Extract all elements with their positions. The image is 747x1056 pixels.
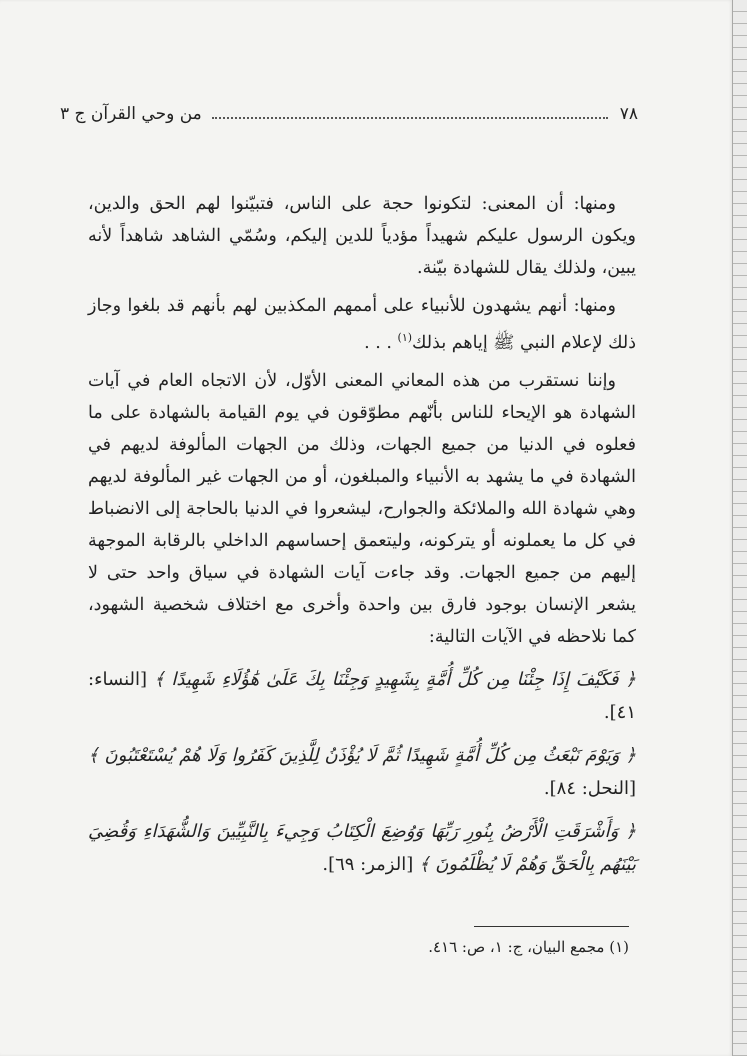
paragraph-3: وإننا نستقرب من هذه المعاني المعنى الأوّل، لأن الاتجاه العام في آيات الشهادة هو الإيحاء للناس بأنّهم مطوّقون في يوم القيامة بالشهادة على ما فعلوه في الدنيا من جميع الجهات، وذلك من الجهات المألوفة لديهم في الشهادة في ما يشهد به الأنبياء والمبلغون، أو من الجهات غير المألوفة لديهم وهي شهادة الله والملائكة والجوارح، ليشعروا في الدنيا بالحاجة إلى الانضباط في كل ما يعملونه أو يتركونه، وليتعمق إحساسهم الداخلي بالرقابة الموجهة إليهم من جميع الجهات. وقد جاءت آيات الشهادة في سياق واحد حتى لا يشعر الإنسان بوجود فارق بين واحدة وأخرى مع اختلاف شخصية الشهود، كما نلاحظه في الآيات التالية: [88, 370, 636, 647]
verse-reference: [الزمر: ٦٩]. [322, 853, 414, 875]
page-stack-edge [732, 0, 747, 1056]
paragraph-1: ومنها: أن المعنى: لتكونوا حجة على الناس، فتبيّنوا لهم الحق والدين، ويكون الرسول عليكم شهيداً مؤدياً للدين إليكم، وسُمّي الشاهد شاهداً لأنه يبين، ولذلك يقال للشهادة بيّنة. [88, 194, 636, 278]
verse-quote-1 [88, 663, 636, 729]
footnote [89, 938, 629, 956]
page-header [60, 100, 638, 128]
verse-reference: [النساء: ٤١]. [88, 668, 636, 723]
verse-text: ﴿ وَأَشْرَقَتِ الْأَرْضُ بِنُورِ رَبِّهَا وَوُضِعَ الْكِتَابُ وَجِيءَ بِالنَّبِيِّينَ وَالشُّهَدَاءِ وَقُضِيَ بَيْنَهُم بِالْحَقِّ وَهُمْ لَا يُظْلَمُونَ ﴾ [88, 820, 636, 875]
header-dot-leader [212, 109, 608, 119]
verse-reference: [النحل: ٨٤]. [543, 777, 636, 799]
running-title: من وحي القرآن ج ٣ [60, 104, 202, 124]
verse-text: ﴿ وَيَوْمَ نَبْعَثُ مِن كُلِّ أُمَّةٍ شَهِيدًا ثُمَّ لَا يُؤْذَنُ لِلَّذِينَ كَفَرُوا وَلَا هُمْ يُسْتَعْتَبُونَ ﴾ [88, 744, 636, 766]
body-text [88, 188, 636, 887]
footnote-text: مجمع البيان، ج: ١، ص: ٤١٦. [428, 938, 605, 956]
paragraph-2-text: ومنها: أنهم يشهدون للأنبياء على أممهم المكذبين لهم بأنهم قد بلغوا وجاز ذلك لإعلام النبي ﷺ إياهم بذلك [88, 296, 636, 353]
footnote-marker: (١) [609, 938, 629, 956]
footnote-divider [474, 926, 629, 927]
verse-text: ﴿ فَكَيْفَ إِذَا جِئْنَا مِن كُلِّ أُمَّةٍ بِشَهِيدٍ وَجِئْنَا بِكَ عَلَىٰ هَٰؤُلَاءِ شَهِيدًا ﴾ [153, 668, 636, 690]
verse-quote-2 [88, 739, 636, 805]
page-number: ٧٨ [619, 104, 638, 124]
footnote-reference[interactable]: (١) [397, 331, 413, 344]
paragraph-2-ellipsis: . . . [364, 332, 392, 353]
verse-quote-3 [88, 815, 636, 881]
paragraph-2 [88, 290, 636, 359]
